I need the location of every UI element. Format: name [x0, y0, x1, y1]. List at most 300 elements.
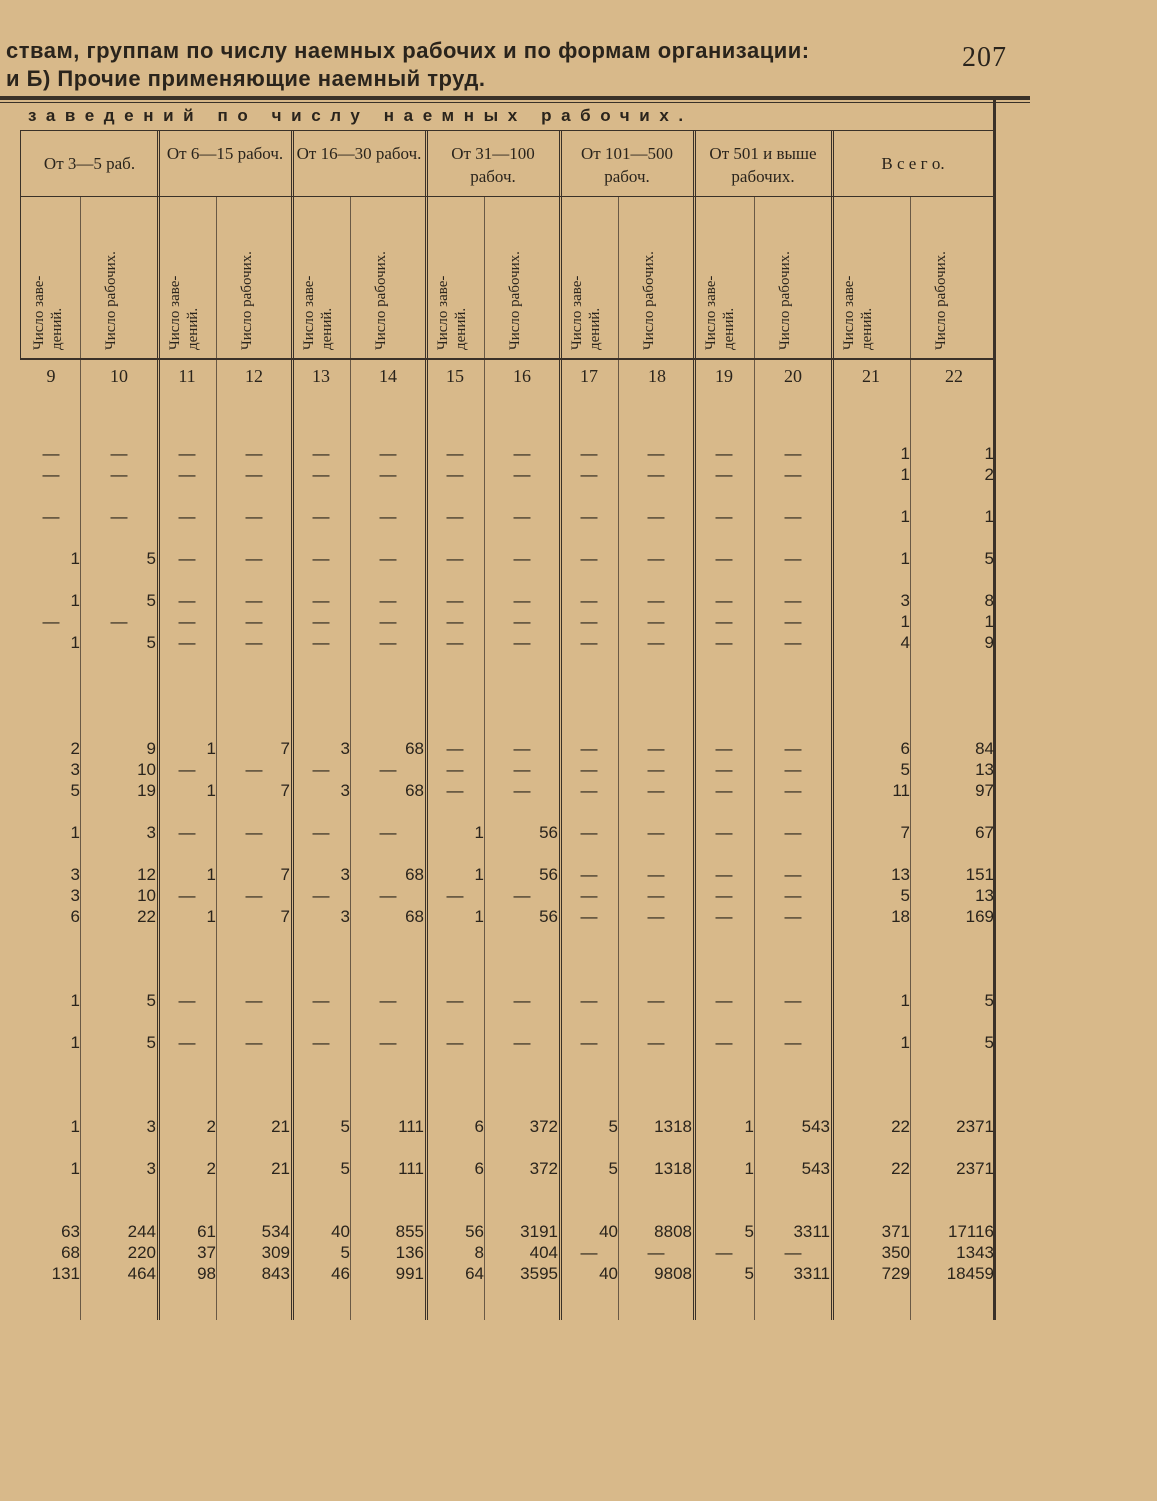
table-cell: 1318 [654, 1117, 692, 1136]
column-number: 9 [46, 366, 56, 386]
table-cell: — [647, 591, 665, 610]
table-cell: 6 [900, 739, 910, 758]
table-cell: — [379, 549, 397, 568]
table-cell: — [312, 633, 330, 652]
table-cell: 21 [271, 1159, 290, 1178]
table-cell: — [647, 865, 665, 884]
table-cell: 8808 [654, 1222, 692, 1241]
table-cell: 464 [127, 1264, 156, 1283]
table-cell: — [178, 549, 196, 568]
table-cell: — [513, 1033, 531, 1052]
table-cell: — [580, 760, 598, 779]
table-cell: 5 [900, 760, 910, 779]
table-cell: — [647, 781, 665, 800]
table-cell: 1 [70, 1159, 80, 1178]
table-cell: — [379, 633, 397, 652]
table-cell: 5 [984, 1033, 994, 1052]
table-cell: 1 [206, 781, 216, 800]
table-row [22, 1137, 996, 1179]
table-cell: 2 [206, 1117, 216, 1136]
table-cell: — [647, 465, 665, 484]
table-cell: 46 [331, 1264, 350, 1283]
table-cell: — [580, 633, 598, 652]
table-cell: 309 [261, 1243, 290, 1262]
table-cell: — [784, 633, 802, 652]
table-cell: — [784, 991, 802, 1010]
table-cell: — [715, 591, 733, 610]
table-cell: — [178, 633, 196, 652]
table-row [22, 843, 996, 885]
table-cell: 5 [340, 1159, 350, 1178]
table-cell: 7 [900, 823, 910, 842]
table-cell: — [245, 886, 263, 905]
table-cell: — [580, 465, 598, 484]
table-cell: 350 [881, 1243, 910, 1262]
table-cell: — [42, 507, 60, 526]
table-cell: — [715, 633, 733, 652]
table-cell: — [715, 865, 733, 884]
table-cell: — [178, 465, 196, 484]
table-cell: — [312, 591, 330, 610]
table-cell: 1 [744, 1159, 754, 1178]
table-cell: — [647, 823, 665, 842]
table-cell: 1 [900, 507, 910, 526]
table-cell: — [647, 886, 665, 905]
table-cell: — [178, 991, 196, 1010]
table-cell: 1343 [956, 1243, 994, 1262]
table-cell: — [513, 444, 531, 463]
table-cell: 84 [975, 739, 994, 758]
table-cell: 3 [146, 823, 156, 842]
group-header: От 31—100 рабоч. [451, 144, 535, 186]
table-cell: — [513, 507, 531, 526]
table-cell: 543 [801, 1117, 830, 1136]
table-cell: 7 [280, 865, 290, 884]
table-cell: — [42, 444, 60, 463]
table-cell: 13 [891, 865, 910, 884]
table-cell: 22 [891, 1159, 910, 1178]
table-cell: 372 [529, 1117, 558, 1136]
table-row [22, 1179, 996, 1242]
table-cell: 991 [395, 1264, 424, 1283]
table-cell: — [379, 760, 397, 779]
table-cell: — [513, 633, 531, 652]
table-cell: 98 [197, 1264, 216, 1283]
table-cell: 61 [197, 1222, 216, 1241]
table-cell: 1 [744, 1117, 754, 1136]
table-cell: 371 [881, 1222, 910, 1241]
table-row [22, 569, 996, 611]
table-cell: — [446, 591, 464, 610]
table-cell: — [245, 444, 263, 463]
table-cell: — [379, 823, 397, 842]
table-row [22, 885, 996, 906]
group-header: В с е г о. [881, 154, 945, 173]
table-cell: 12 [137, 865, 156, 884]
table-cell: — [312, 612, 330, 631]
table-cell: 855 [395, 1222, 424, 1241]
table-cell: 1 [984, 444, 994, 463]
table-cell: — [580, 591, 598, 610]
table-cell: 17116 [947, 1222, 994, 1241]
table-cell: — [647, 907, 665, 926]
table-cell: 3311 [793, 1222, 830, 1241]
column-number: 21 [862, 366, 880, 386]
table-row [22, 927, 996, 1011]
table-cell: — [110, 465, 128, 484]
table-cell: — [245, 633, 263, 652]
table-row [22, 632, 996, 653]
table-cell: — [245, 760, 263, 779]
table-cell: — [245, 823, 263, 842]
page-header-line2: и Б) Прочие применяющие наемный труд. [6, 66, 486, 91]
table-cell: 7 [280, 781, 290, 800]
table-cell: 5 [146, 633, 156, 652]
table-cell: — [784, 760, 802, 779]
column-number: 15 [446, 366, 464, 386]
table-cell: 1 [900, 1033, 910, 1052]
column-number: 13 [312, 366, 330, 386]
table-cell: — [784, 907, 802, 926]
table-cell: — [784, 507, 802, 526]
table-cell: — [42, 612, 60, 631]
table-cell: 1 [70, 591, 80, 610]
table-cell: — [446, 991, 464, 1010]
table-cell: 1 [70, 991, 80, 1010]
table-cell: 1 [900, 549, 910, 568]
table-cell: 40 [331, 1222, 350, 1241]
table-cell: 68 [61, 1243, 80, 1262]
table-cell: — [784, 549, 802, 568]
table-cell: 5 [608, 1159, 618, 1178]
table-cell: 2 [206, 1159, 216, 1178]
table-cell: — [647, 760, 665, 779]
table-cell: 56 [465, 1222, 484, 1241]
table-cell: — [513, 465, 531, 484]
table-cell: 4 [900, 633, 910, 652]
table-cell: — [446, 507, 464, 526]
table-cell: 1 [474, 823, 484, 842]
table-row [22, 1242, 996, 1263]
table-cell: — [178, 444, 196, 463]
table-cell: — [110, 612, 128, 631]
table-cell: 5 [984, 991, 994, 1010]
table-cell: — [580, 823, 598, 842]
group-header: От 16—30 рабоч. [296, 144, 422, 163]
table-cell: — [715, 823, 733, 842]
table-cell: 1318 [654, 1159, 692, 1178]
table-cell: — [245, 991, 263, 1010]
table-cell: 40 [599, 1264, 618, 1283]
table-cell: 68 [405, 781, 424, 800]
table-cell: 22 [891, 1117, 910, 1136]
col-header-establishments: Число заве- дений. [703, 275, 737, 350]
table-cell: — [647, 444, 665, 463]
table-row [22, 801, 996, 843]
table-row [22, 759, 996, 780]
table-cell: — [446, 760, 464, 779]
table-cell: 5 [744, 1222, 754, 1241]
group-header: От 3—5 раб. [43, 154, 136, 173]
table-cell: — [110, 444, 128, 463]
table-cell: — [784, 612, 802, 631]
table-cell: — [513, 781, 531, 800]
table-row [22, 527, 996, 569]
table-cell: 111 [398, 1117, 424, 1136]
table-cell: 131 [51, 1264, 80, 1283]
table-cell: 97 [975, 781, 994, 800]
table-cell: — [784, 781, 802, 800]
table-cell: — [715, 444, 733, 463]
table-row [22, 780, 996, 801]
column-number: 19 [715, 366, 733, 386]
table-cell: 404 [529, 1243, 558, 1262]
table-cell: — [379, 991, 397, 1010]
table-cell: 5 [340, 1243, 350, 1262]
table-cell: 56 [539, 823, 558, 842]
table-cell: — [446, 444, 464, 463]
table-cell: — [580, 1033, 598, 1052]
table-cell: — [245, 507, 263, 526]
table-cell: — [178, 886, 196, 905]
table-frame-left [20, 130, 21, 360]
table-cell: 5 [146, 549, 156, 568]
table-cell: 37 [197, 1243, 216, 1262]
table-cell: 9808 [654, 1264, 692, 1283]
table-cell: 6 [474, 1159, 484, 1178]
table-cell: — [715, 781, 733, 800]
table-cell: 3 [70, 886, 80, 905]
table-cell: 8 [984, 591, 994, 610]
table-cell: 1 [206, 739, 216, 758]
table-cell: — [513, 760, 531, 779]
table-cell: 151 [965, 865, 994, 884]
table-row [22, 1011, 996, 1053]
table-cell: — [580, 1243, 598, 1262]
table-cell: — [715, 549, 733, 568]
col-header-workers: Число рабочих. [239, 251, 255, 350]
table-cell: — [513, 612, 531, 631]
table-cell: — [245, 591, 263, 610]
column-number: 22 [945, 366, 963, 386]
table-cell: — [715, 1243, 733, 1262]
table-cell: — [446, 549, 464, 568]
table-cell: 3 [900, 591, 910, 610]
table-cell: — [446, 612, 464, 631]
table-cell: — [715, 507, 733, 526]
table-cell: — [312, 991, 330, 1010]
table-cell: — [715, 612, 733, 631]
table-cell: 2371 [956, 1159, 994, 1178]
table-cell: 1 [70, 1033, 80, 1052]
table-cell: 5 [146, 1033, 156, 1052]
table-cell: 3 [340, 781, 350, 800]
table-cell: — [446, 633, 464, 652]
table-cell: 5 [608, 1117, 618, 1136]
table-cell: — [379, 465, 397, 484]
table-cell: 18 [891, 907, 910, 926]
table-cell: 2 [70, 739, 80, 758]
header-rule [0, 96, 1030, 100]
table-cell: — [379, 507, 397, 526]
table-cell: — [446, 739, 464, 758]
table-cell: — [178, 612, 196, 631]
table-cell: 5 [984, 549, 994, 568]
table-cell: 3 [340, 865, 350, 884]
table-cell: 68 [405, 907, 424, 926]
table-cell: — [245, 549, 263, 568]
table-cell: — [312, 823, 330, 842]
table-cell: 9 [984, 633, 994, 652]
table-cell: 67 [975, 823, 994, 842]
table-cell: 136 [395, 1243, 424, 1262]
table-cell: — [446, 886, 464, 905]
col-header-establishments: Число заве- дений. [31, 275, 65, 350]
table-cell: 3311 [793, 1264, 830, 1283]
column-number: 11 [178, 366, 196, 386]
col-header-establishments: Число заве- дений. [301, 275, 335, 350]
table-cell: — [513, 886, 531, 905]
column-number: 20 [784, 366, 802, 386]
table-cell: — [647, 991, 665, 1010]
table-cell: — [513, 591, 531, 610]
table-cell: 1 [70, 633, 80, 652]
table-cell: — [513, 549, 531, 568]
table-row [22, 464, 996, 485]
table-cell: 68 [405, 865, 424, 884]
table-cell: 543 [801, 1159, 830, 1178]
table-cell: — [513, 739, 531, 758]
table-cell: — [784, 1033, 802, 1052]
table-cell: — [178, 760, 196, 779]
table-cell: 3 [340, 907, 350, 926]
col-header-workers: Число рабочих. [103, 251, 119, 350]
table-cell: 63 [61, 1222, 80, 1241]
table-cell: — [379, 612, 397, 631]
table-cell: 3 [70, 865, 80, 884]
table-cell: 843 [261, 1264, 290, 1283]
table-cell: — [580, 781, 598, 800]
table-cell: — [178, 823, 196, 842]
table-cell: — [245, 612, 263, 631]
table-cell: 3595 [520, 1264, 558, 1283]
table-cell: 22 [137, 907, 156, 926]
table-cell: 1 [206, 865, 216, 884]
table-cell: — [580, 507, 598, 526]
table-cell: 3 [146, 1159, 156, 1178]
table-cell: — [513, 991, 531, 1010]
table-cell: 3 [340, 739, 350, 758]
table-row [22, 906, 996, 927]
table-row [22, 380, 996, 464]
table-cell: 1 [984, 507, 994, 526]
table-cell: — [580, 549, 598, 568]
table-cell: — [312, 444, 330, 463]
table-cell: 1 [900, 465, 910, 484]
table-cell: 1 [474, 907, 484, 926]
table-cell: 56 [539, 865, 558, 884]
table-cell: — [580, 865, 598, 884]
group-header: От 501 и выше рабочих. [709, 144, 817, 186]
table-cell: — [580, 739, 598, 758]
column-number: 16 [513, 366, 531, 386]
table-cell: 3 [70, 760, 80, 779]
col-header-establishments: Число заве- дений. [841, 275, 875, 350]
col-header-workers: Число рабочих. [507, 251, 523, 350]
table-cell: — [580, 991, 598, 1010]
column-number: 14 [379, 366, 397, 386]
table-cell: 8 [474, 1243, 484, 1262]
table-cell: — [379, 591, 397, 610]
table-cell: 1 [900, 612, 910, 631]
table-cell: — [379, 444, 397, 463]
table-cell: — [110, 507, 128, 526]
table-cell: — [715, 907, 733, 926]
table-cell: 64 [465, 1264, 484, 1283]
column-number: 10 [110, 366, 128, 386]
table-cell: 10 [137, 886, 156, 905]
col-header-establishments: Число заве- дений. [435, 275, 469, 350]
table-cell: 7 [280, 907, 290, 926]
table-row [22, 1263, 996, 1284]
group-header: От 101—500 рабоч. [581, 144, 673, 186]
table-cell: 372 [529, 1159, 558, 1178]
table-row [22, 1053, 996, 1137]
table-cell: 11 [892, 781, 910, 800]
table-cell: 244 [127, 1222, 156, 1241]
table-cell: — [784, 865, 802, 884]
table-cell: 1 [206, 907, 216, 926]
table-cell: 3191 [520, 1222, 558, 1241]
table-cell: — [446, 781, 464, 800]
table-cell: 5 [146, 991, 156, 1010]
table-cell: 10 [137, 760, 156, 779]
table-cell: 40 [599, 1222, 618, 1241]
table-cell: — [446, 465, 464, 484]
table-cell: — [647, 507, 665, 526]
table-cell: — [647, 1033, 665, 1052]
table-cell: 5 [146, 591, 156, 610]
table-row [22, 485, 996, 527]
table-cell: — [580, 444, 598, 463]
table-cell: — [312, 549, 330, 568]
table-cell: — [312, 465, 330, 484]
table-cell: — [312, 760, 330, 779]
table-cell: — [312, 507, 330, 526]
page-header-line1: ствам, группам по числу наемных рабочих и по формам организации: [6, 38, 810, 63]
col-header-workers: Число рабочих. [641, 251, 657, 350]
table-cell: 6 [70, 907, 80, 926]
table-cell: 111 [398, 1159, 424, 1178]
table-cell: — [784, 1243, 802, 1262]
group-header: От 6—15 рабоч. [166, 144, 284, 163]
table-cell: — [580, 886, 598, 905]
table-row [22, 653, 996, 759]
table-cell: — [379, 886, 397, 905]
table-cell: — [715, 1033, 733, 1052]
table-cell: 2 [984, 465, 994, 484]
table-cell: 1 [70, 1117, 80, 1136]
rule-under-groups [20, 196, 994, 197]
table-cell: — [178, 1033, 196, 1052]
table-cell: — [715, 886, 733, 905]
table-cell: — [312, 1033, 330, 1052]
table-cell: 68 [405, 739, 424, 758]
table-cell: 5 [70, 781, 80, 800]
table-cell: 534 [261, 1222, 290, 1241]
table-cell: — [784, 886, 802, 905]
table-cell: 5 [340, 1117, 350, 1136]
